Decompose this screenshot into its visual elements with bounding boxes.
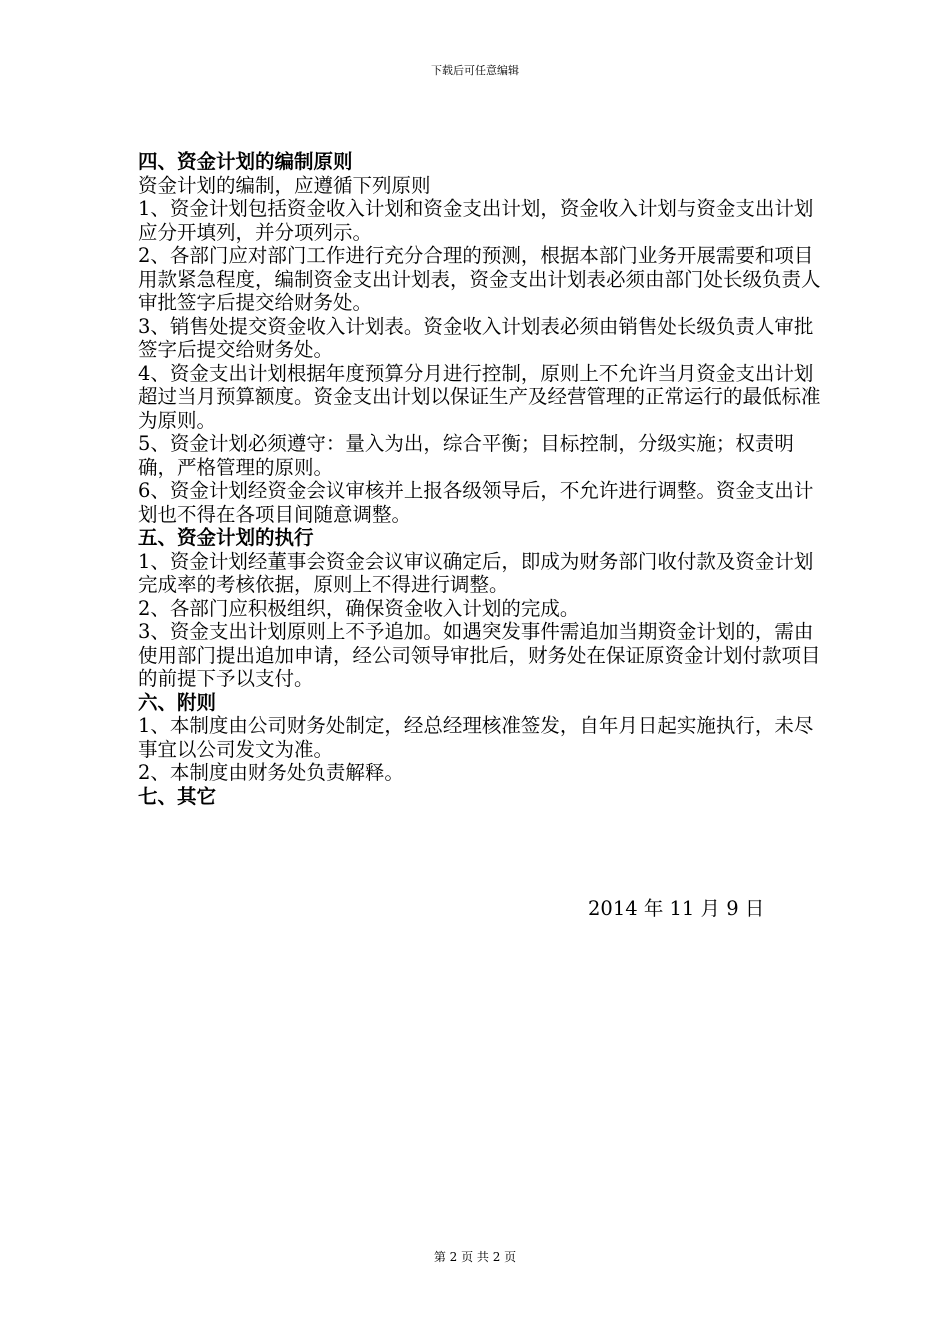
paragraph: 1、本制度由公司财务处制定，经总经理核准签发，自年月日起实施执行，未尽事宜以公司发文为准。 xyxy=(138,714,814,761)
section-heading: 五、资金计划的执行 xyxy=(138,526,314,549)
paragraph: 2、各部门应对部门工作进行充分合理的预测，根据本部门业务开展需要和项目用款紧急程度，编制资金支出计划表，资金支出计划表必须由部门处长级负责人审批签字后提交给财务处。 xyxy=(138,244,821,314)
page-header-note: 下载后可任意编辑 xyxy=(431,64,519,77)
section-heading: 七、其它 xyxy=(138,784,217,808)
paragraph: 3、资金支出计划原则上不予追加。如遇突发事件需追加当期资金计划的，需由使用部门提出追加申请，经公司领导审批后，财务处在保证原资金计划付款项目的前提下予以支付。 xyxy=(138,620,821,690)
paragraph: 4、资金支出计划根据年度预算分月进行控制，原则上不允许当月资金支出计划超过当月预算额度。资金支出计划以保证生产及经营管理的正常运行的最低标准为原则。 xyxy=(138,361,821,432)
paragraph: 1、资金计划包括资金收入计划和资金支出计划，资金收入计划与资金支出计划应分开填列，并分项列示。 xyxy=(138,197,814,244)
document-date: 2014 年 11 月 9 日 xyxy=(588,897,765,920)
paragraph: 5、资金计划必须遵守：量入为出，综合平衡；目标控制，分级实施；权责明确，严格管理的原则。 xyxy=(138,432,794,479)
section-heading: 六、附则 xyxy=(138,690,217,714)
paragraph: 2、本制度由财务处负责解释。 xyxy=(138,761,404,784)
section-heading: 四、资金计划的编制原则 xyxy=(138,150,353,173)
document-body xyxy=(138,150,828,808)
paragraph: 6、资金计划经资金会议审核并上报各级领导后，不允许进行调整。资金支出计划也不得在各项目间随意调整。 xyxy=(138,479,814,526)
page-number: 第 2 页 共 2 页 xyxy=(433,1250,517,1264)
paragraph: 3、销售处提交资金收入计划表。资金收入计划表必须由销售处长级负责人审批签字后提交给财务处。 xyxy=(138,314,814,361)
paragraph: 资金计划的编制，应遵循下列原则 xyxy=(138,173,431,197)
paragraph: 2、各部门应积极组织，确保资金收入计划的完成。 xyxy=(138,596,580,620)
paragraph: 1、资金计划经董事会资金会议审议确定后，即成为财务部门收付款及资金计划完成率的考核依据，原则上不得进行调整。 xyxy=(138,549,814,596)
